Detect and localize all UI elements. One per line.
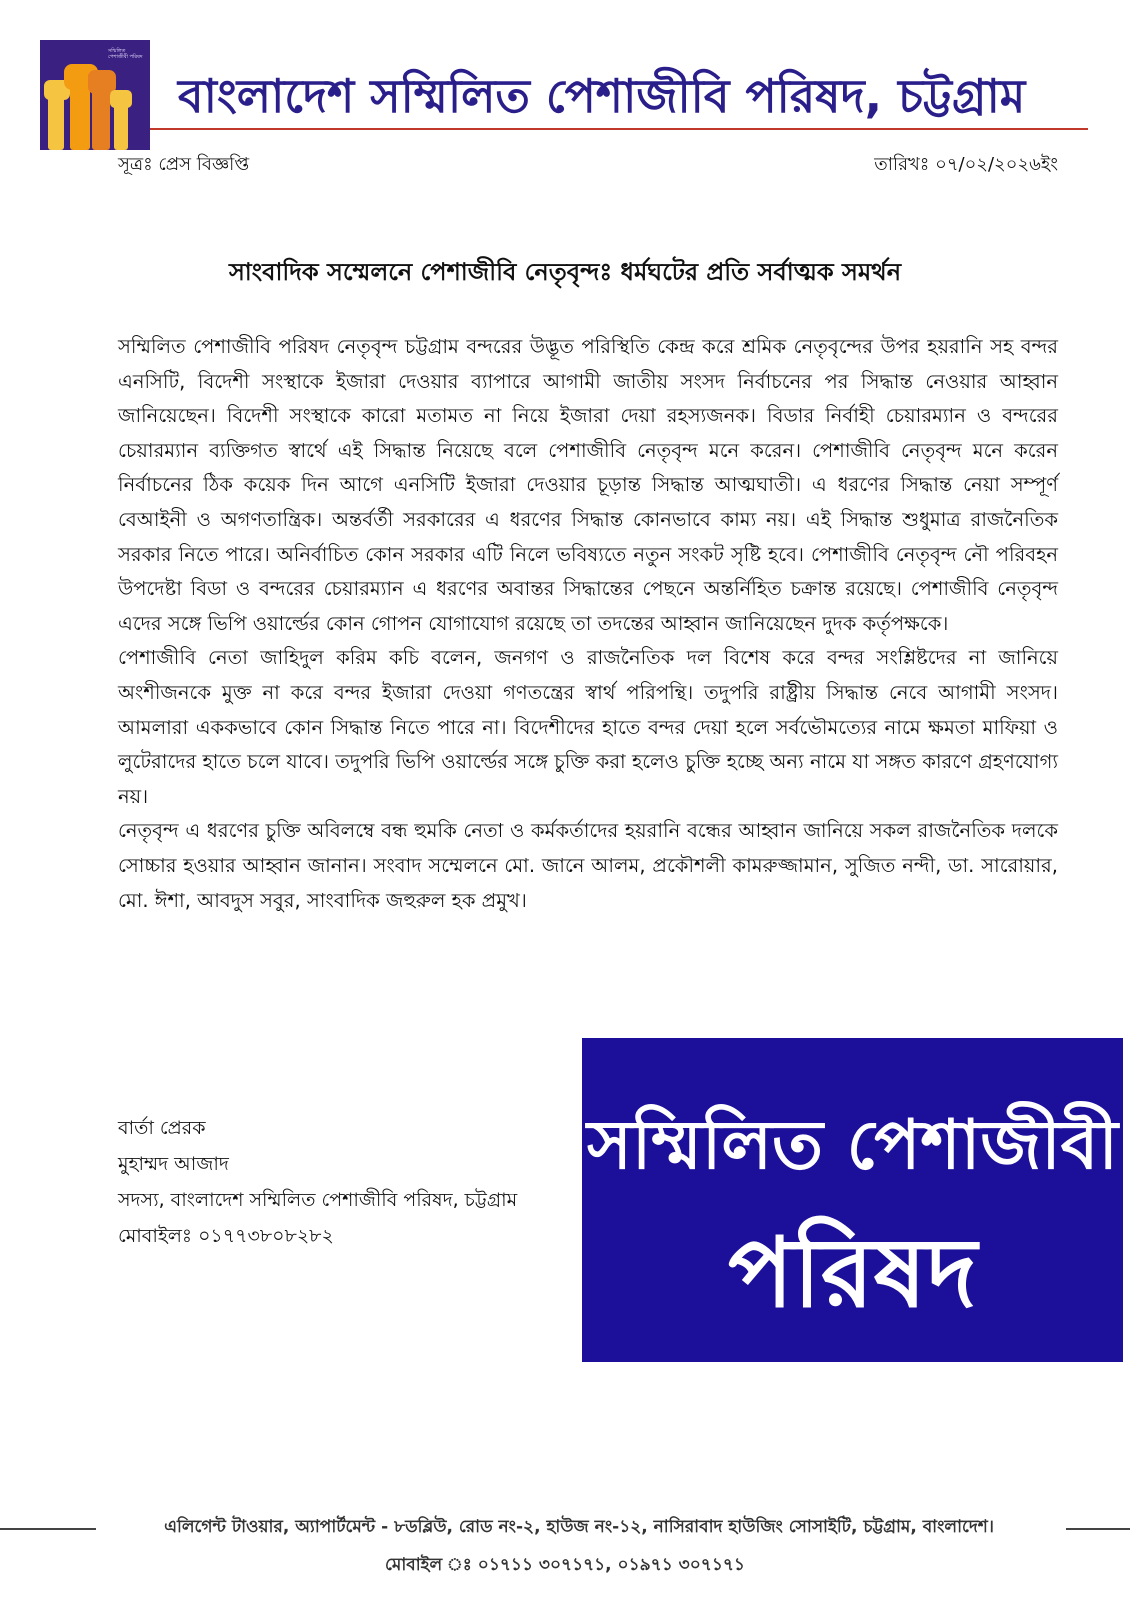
org-logo [40,40,150,150]
body-paragraph-1: সম্মিলিত পেশাজীবি পরিষদ নেতৃবৃন্দ চট্টগ্রাম বন্দরের উদ্ভূত পরিস্থিতি কেন্দ্র করে শ্রমিক নেতৃবৃন্দের উপর হয়রানি সহ বন্দর এনসিটি, বিদেশী সংস্থাকে ইজারা দেওয়ার ব্যাপারে আগামী জাতীয় সংসদ নির্বাচনের পর সিদ্ধান্ত নেওয়ার আহ্বান জানিয়েছেন। বিদেশী সংস্থাকে কারো মতামত না নিয়ে ইজারা দেয়া রহস্যজনক। বিডার নির্বাহী চেয়ারম্যান ও বন্দরের চেয়ারম্যান ব্যক্তিগত স্বার্থে এই সিদ্ধান্ত নিয়েছে বলে পেশাজীবি নেতৃবৃন্দ মনে করেন। পেশাজীবি নেতৃবৃন্দ মনে করেন নির্বাচনের ঠিক কয়েক দিন আগে এনসিটি ইজারা দেওয়ার চূড়ান্ত সিদ্ধান্ত আত্মঘাতী। এ ধরণের সিদ্ধান্ত নেয়া সম্পূর্ণ বেআইনী ও অগণতান্ত্রিক। অন্তর্বর্তী সরকারের এ ধরণের সিদ্ধান্ত কোনভাবে কাম্য নয়। এই সিদ্ধান্ত শুধুমাত্র রাজনৈতিক সরকার নিতে পারে। অনির্বাচিত কোন সরকার এটি নিলে ভবিষ্যতে নতুন সংকট সৃষ্টি হবে। পেশাজীবি নেতৃবৃন্দ নৌ পরিবহন উপদেষ্টা বিডা ও বন্দরের চেয়ারম্যান এ ধরণের অবান্তর সিদ্ধান্তের পেছনে অন্তর্নিহিত চক্রান্ত রয়েছে। পেশাজীবি নেতৃবৃন্দ এদের সঙ্গে ভিপি ওয়ার্ল্ডের কোন গোপন যোগাযোগ রয়েছে তা তদন্তের আহ্বান জানিয়েছেন দুদক কর্তৃপক্ষকে। [118,335,1058,635]
body-paragraph-3: নেতৃবৃন্দ এ ধরণের চুক্তি অবিলম্বে বন্ধ হুমকি নেতা ও কর্মকর্তাদের হয়রানি বন্ধের আহ্বান জানিয়ে সকল রাজনৈতিক দলকে সোচ্চার হওয়ার আহ্বান জানান। সংবাদ সম্মেলনে মো. জানে আলম, প্রকৌশলী কামরুজ্জামান, সুজিত নন্দী, ডা. সারোয়ার, মো. ঈশা, আবদুস সবুর, সাংবাদিক জহুরুল হক প্রমুখ। [118,819,1058,912]
signature-block [118,1110,517,1254]
date-label: তারিখঃ ০৭/০২/২০২৬ইং [874,154,1058,175]
footer-rule-right [1066,1528,1130,1530]
organization-banner [582,1038,1123,1362]
footer-mobile: মোবাইল ঃ ০১৭১১ ৩০৭১৭১, ০১৯৭১ ৩০৭১৭১ [385,1555,745,1575]
sender-mobile: মোবাইলঃ ০১৭৭৩৮০৮২৮২ [118,1225,334,1247]
header-divider [150,128,1088,130]
footer-rule-left [0,1528,96,1530]
sender-role: সদস্য, বাংলাদেশ সম্মিলিত পেশাজীবি পরিষদ, চট্টগ্রাম [118,1189,518,1211]
press-release-headline: সাংবাদিক সম্মেলনে পেশাজীবি নেতৃবৃন্দঃ ধর্মঘটের প্রতি সর্বাত্মক সমর্থন [228,258,902,286]
source-label: সূত্রঃ প্রেস বিজ্ঞপ্তি [118,154,250,175]
banner-line-1: সম্মিলিত পেশাজীবী [587,1106,1118,1185]
footer-address: এলিগেন্ট টাওয়ার, অ্যাপার্টমেন্ট - ৮ডব্লিউ, রোড নং-২, হাউজ নং-১২, নাসিরাবাদ হাউজিং সোসাইটি, চট্টগ্রাম, বাংলাদেশ। [164,1517,994,1537]
organization-title: বাংলাদেশ সম্মিলিত পেশাজীবি পরিষদ, চট্টগ্রাম [178,69,1026,123]
logo-caption: সম্মিলিত পেশাজীবী পরিষদ [108,48,143,60]
banner-line-2: পরিষদ [728,1217,977,1329]
sender-label: বার্তা প্রেরক [118,1117,206,1139]
body-paragraph-2: পেশাজীবি নেতা জাহিদুল করিম কচি বলেন, জনগণ ও রাজনৈতিক দল বিশেষ করে বন্দর সংশ্লিষ্টদের না জানিয়ে অংশীজনকে মুক্ত না করে বন্দর ইজারা দেওয়া গণতন্ত্রের স্বার্থ পরিপন্থি। তদুপরি রাষ্ট্রীয় সিদ্ধান্ত নেবে আগামী সংসদ। আমলারা এককভাবে কোন সিদ্ধান্ত নিতে পারে না। বিদেশীদের হাতে বন্দর দেয়া হলে সর্বভৌমত্যের নামে ক্ষমতা মাফিয়া ও লুটেরাদের হাতে চলে যাবে। তদুপরি ভিপি ওয়ার্ল্ডের সঙ্গে চুক্তি করা হলেও চুক্তি হচ্ছে অন্য নামে যা সঙ্গত কারণে গ্রহণযোগ্য নয়। [118,646,1058,808]
press-release-body [118,330,1058,918]
sender-name: মুহাম্মদ আজাদ [118,1153,229,1175]
